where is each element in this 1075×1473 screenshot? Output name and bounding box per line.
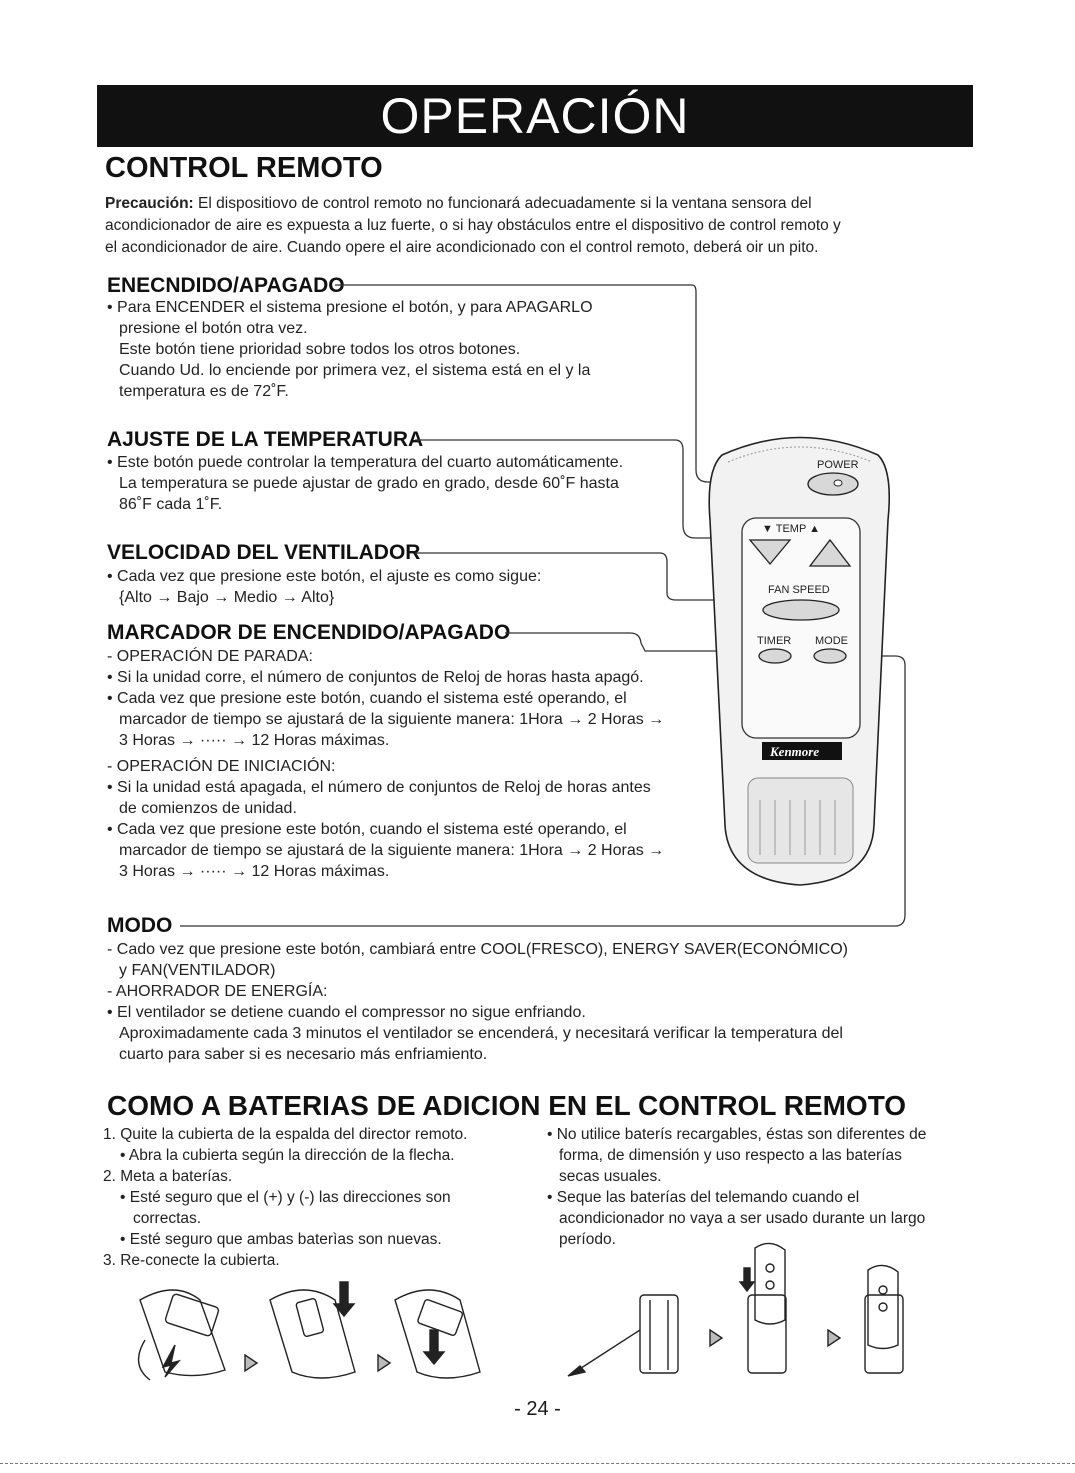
fan-line: {Alto → Bajo → Medio → Alto} — [119, 589, 335, 606]
battery-step-1 — [139, 1290, 225, 1380]
temp-line: La temperatura se puede ajustar de grado en grado, desde 60˚F hasta — [119, 475, 619, 492]
batteries-right-line: acondicionador no vaya a ser usado durante un largo — [559, 1210, 926, 1227]
mode-line: - AHORRADOR DE ENERGÍA: — [107, 983, 328, 1000]
fan-line: • Cada vez que presione este botón, el ajuste es como sigue: — [107, 568, 542, 585]
holder-step-1 — [568, 1295, 678, 1376]
temp-heading: AJUSTE DE LA TEMPERATURA — [107, 428, 424, 451]
timer-line: • Cada vez que presione este botón, cuando el sistema esté operando, el — [107, 821, 627, 838]
onoff-line: temperatura es de 72˚F. — [119, 383, 289, 400]
batteries-left-line: 3. Re-conecte la cubierta. — [103, 1252, 280, 1269]
timer-line: marcador de tiempo se ajustará de la siguiente manera: 1Hora → 2 Horas → — [119, 711, 665, 728]
caution-line: acondicionador de aire es expuesta a luz fuerte, o si hay obstáculos entre el dispositivo de control remoto y — [105, 217, 841, 234]
timer-line: de comienzos de unidad. — [119, 800, 297, 817]
remote-temp-label: ▼ TEMP ▲ — [762, 523, 821, 535]
timer-line: • Si la unidad corre, el número de conjuntos de Reloj de horas hasta apagó. — [107, 669, 644, 686]
timer-line: • Cada vez que presione este botón, cuando el sistema esté operando, el — [107, 690, 627, 707]
fan-heading: VELOCIDAD DEL VENTILADOR — [107, 541, 421, 564]
batteries-left-line: 2. Meta a baterías. — [103, 1168, 233, 1185]
batteries-left-line: • Abra la cubierta según la dirección de la flecha. — [120, 1147, 455, 1164]
batteries-heading: COMO A BATERIAS DE ADICION EN EL CONTROL REMOTO — [107, 1090, 907, 1121]
caution-line: el acondicionador de aire. Cuando opere el aire acondicionado con el control remoto, deberá oir un pito. — [105, 239, 819, 256]
batteries-left-line: • Esté seguro que el (+) y (-) las direcciones son — [120, 1189, 451, 1206]
onoff-heading: ENECNDIDO/APAGADO — [107, 274, 345, 297]
power-button-dot — [834, 480, 842, 486]
onoff-line: Este botón tiene prioridad sobre todos los otros botones. — [119, 341, 521, 358]
remote-fanspeed-label: FAN SPEED — [768, 584, 830, 596]
battery-step-2 — [270, 1282, 355, 1378]
timer-line: 3 Horas → ····· → 12 Horas máximas. — [119, 732, 390, 749]
remote-timer-label: TIMER — [757, 635, 792, 647]
mode-line: • El ventilador se detiene cuando el compressor no sigue enfriando. — [107, 1004, 586, 1021]
batteries-right-line: secas usuales. — [559, 1168, 662, 1185]
holder-illustrations — [568, 1243, 903, 1376]
remote-power-label: POWER — [817, 459, 859, 471]
remote-body — [709, 438, 889, 886]
timer-line: - OPERACIÓN DE PARADA: — [107, 648, 313, 665]
onoff-line: Cuando Ud. lo enciende por primera vez, el sistema está en el y la — [119, 362, 591, 379]
mode-line: y FAN(VENTILADOR) — [119, 962, 276, 979]
mode-line: Aproximadamente cada 3 minutos el ventilador se encenderá, y necesitará verificar la temperatura del — [119, 1025, 843, 1042]
batteries-left-line: • Esté seguro que ambas baterìas son nuevas. — [120, 1231, 442, 1248]
mode-heading: MODO — [107, 914, 173, 937]
page-number: - 24 - — [514, 1398, 561, 1420]
fanspeed-button — [763, 600, 839, 620]
holder-step-2 — [740, 1243, 786, 1373]
temp-line: 86˚F cada 1˚F. — [119, 496, 223, 513]
power-button — [808, 473, 858, 495]
remote-brand-label: Kenmore — [770, 744, 820, 759]
onoff-line: presione el botón otra vez. — [119, 320, 308, 337]
holder-step-3 — [865, 1265, 903, 1373]
batteries-left-line: correctas. — [133, 1210, 202, 1227]
bottom-rule — [0, 1463, 1075, 1464]
batteries-right-line: • Seque las baterías del telemando cuando el — [547, 1189, 860, 1206]
temp-line: • Este botón puede controlar la temperatura del cuarto automáticamente. — [107, 454, 624, 471]
timer-button — [759, 649, 791, 663]
timer-line: - OPERACIÓN DE INICIACIÓN: — [107, 758, 336, 775]
batteries-left-line: 1. Quite la cubierta de la espalda del director remoto. — [103, 1126, 468, 1143]
batteries-right-text — [547, 1124, 926, 1250]
mode-line: cuarto para saber si es necesario más enfriamiento. — [119, 1046, 488, 1063]
mode-button — [814, 649, 846, 663]
mode-line: - Cado vez que presione este botón, cambiará entre COOL(FRESCO), ENERGY SAVER(ECONÓMICO) — [107, 941, 848, 958]
batteries-right-line: forma, de dimensión y uso respecto a las baterías — [559, 1147, 902, 1164]
batteries-left-text — [103, 1124, 467, 1271]
caution-label: Precaución: — [105, 195, 194, 212]
batteries-right-line: • No utilice baterís recargables, éstas son diferentes de — [547, 1126, 927, 1143]
onoff-line: • Para ENCENDER el sistema presione el botón, y para APAGARLO — [107, 299, 593, 316]
remote-mode-label: MODE — [815, 635, 848, 647]
timer-line: • Si la unidad está apagada, el número de conjuntos de Reloj de horas antes — [107, 779, 651, 796]
timer-line: 3 Horas → ····· → 12 Horas máximas. — [119, 863, 390, 880]
page-title: OPERACIÓN — [380, 88, 690, 144]
section-title: CONTROL REMOTO — [105, 152, 383, 184]
caution-line: El dispositiovo de control remoto no funcionará adecuadamente si la ventana sensora del — [193, 195, 812, 212]
timer-heading: MARCADOR DE ENCENDIDO/APAGADO — [107, 621, 511, 644]
battery-step-3 — [395, 1290, 480, 1378]
timer-line: marcador de tiempo se ajustará de la siguiente manera: 1Hora → 2 Horas → — [119, 842, 665, 859]
batteries-right-line: período. — [559, 1231, 616, 1248]
battery-step-illustrations — [139, 1282, 480, 1380]
